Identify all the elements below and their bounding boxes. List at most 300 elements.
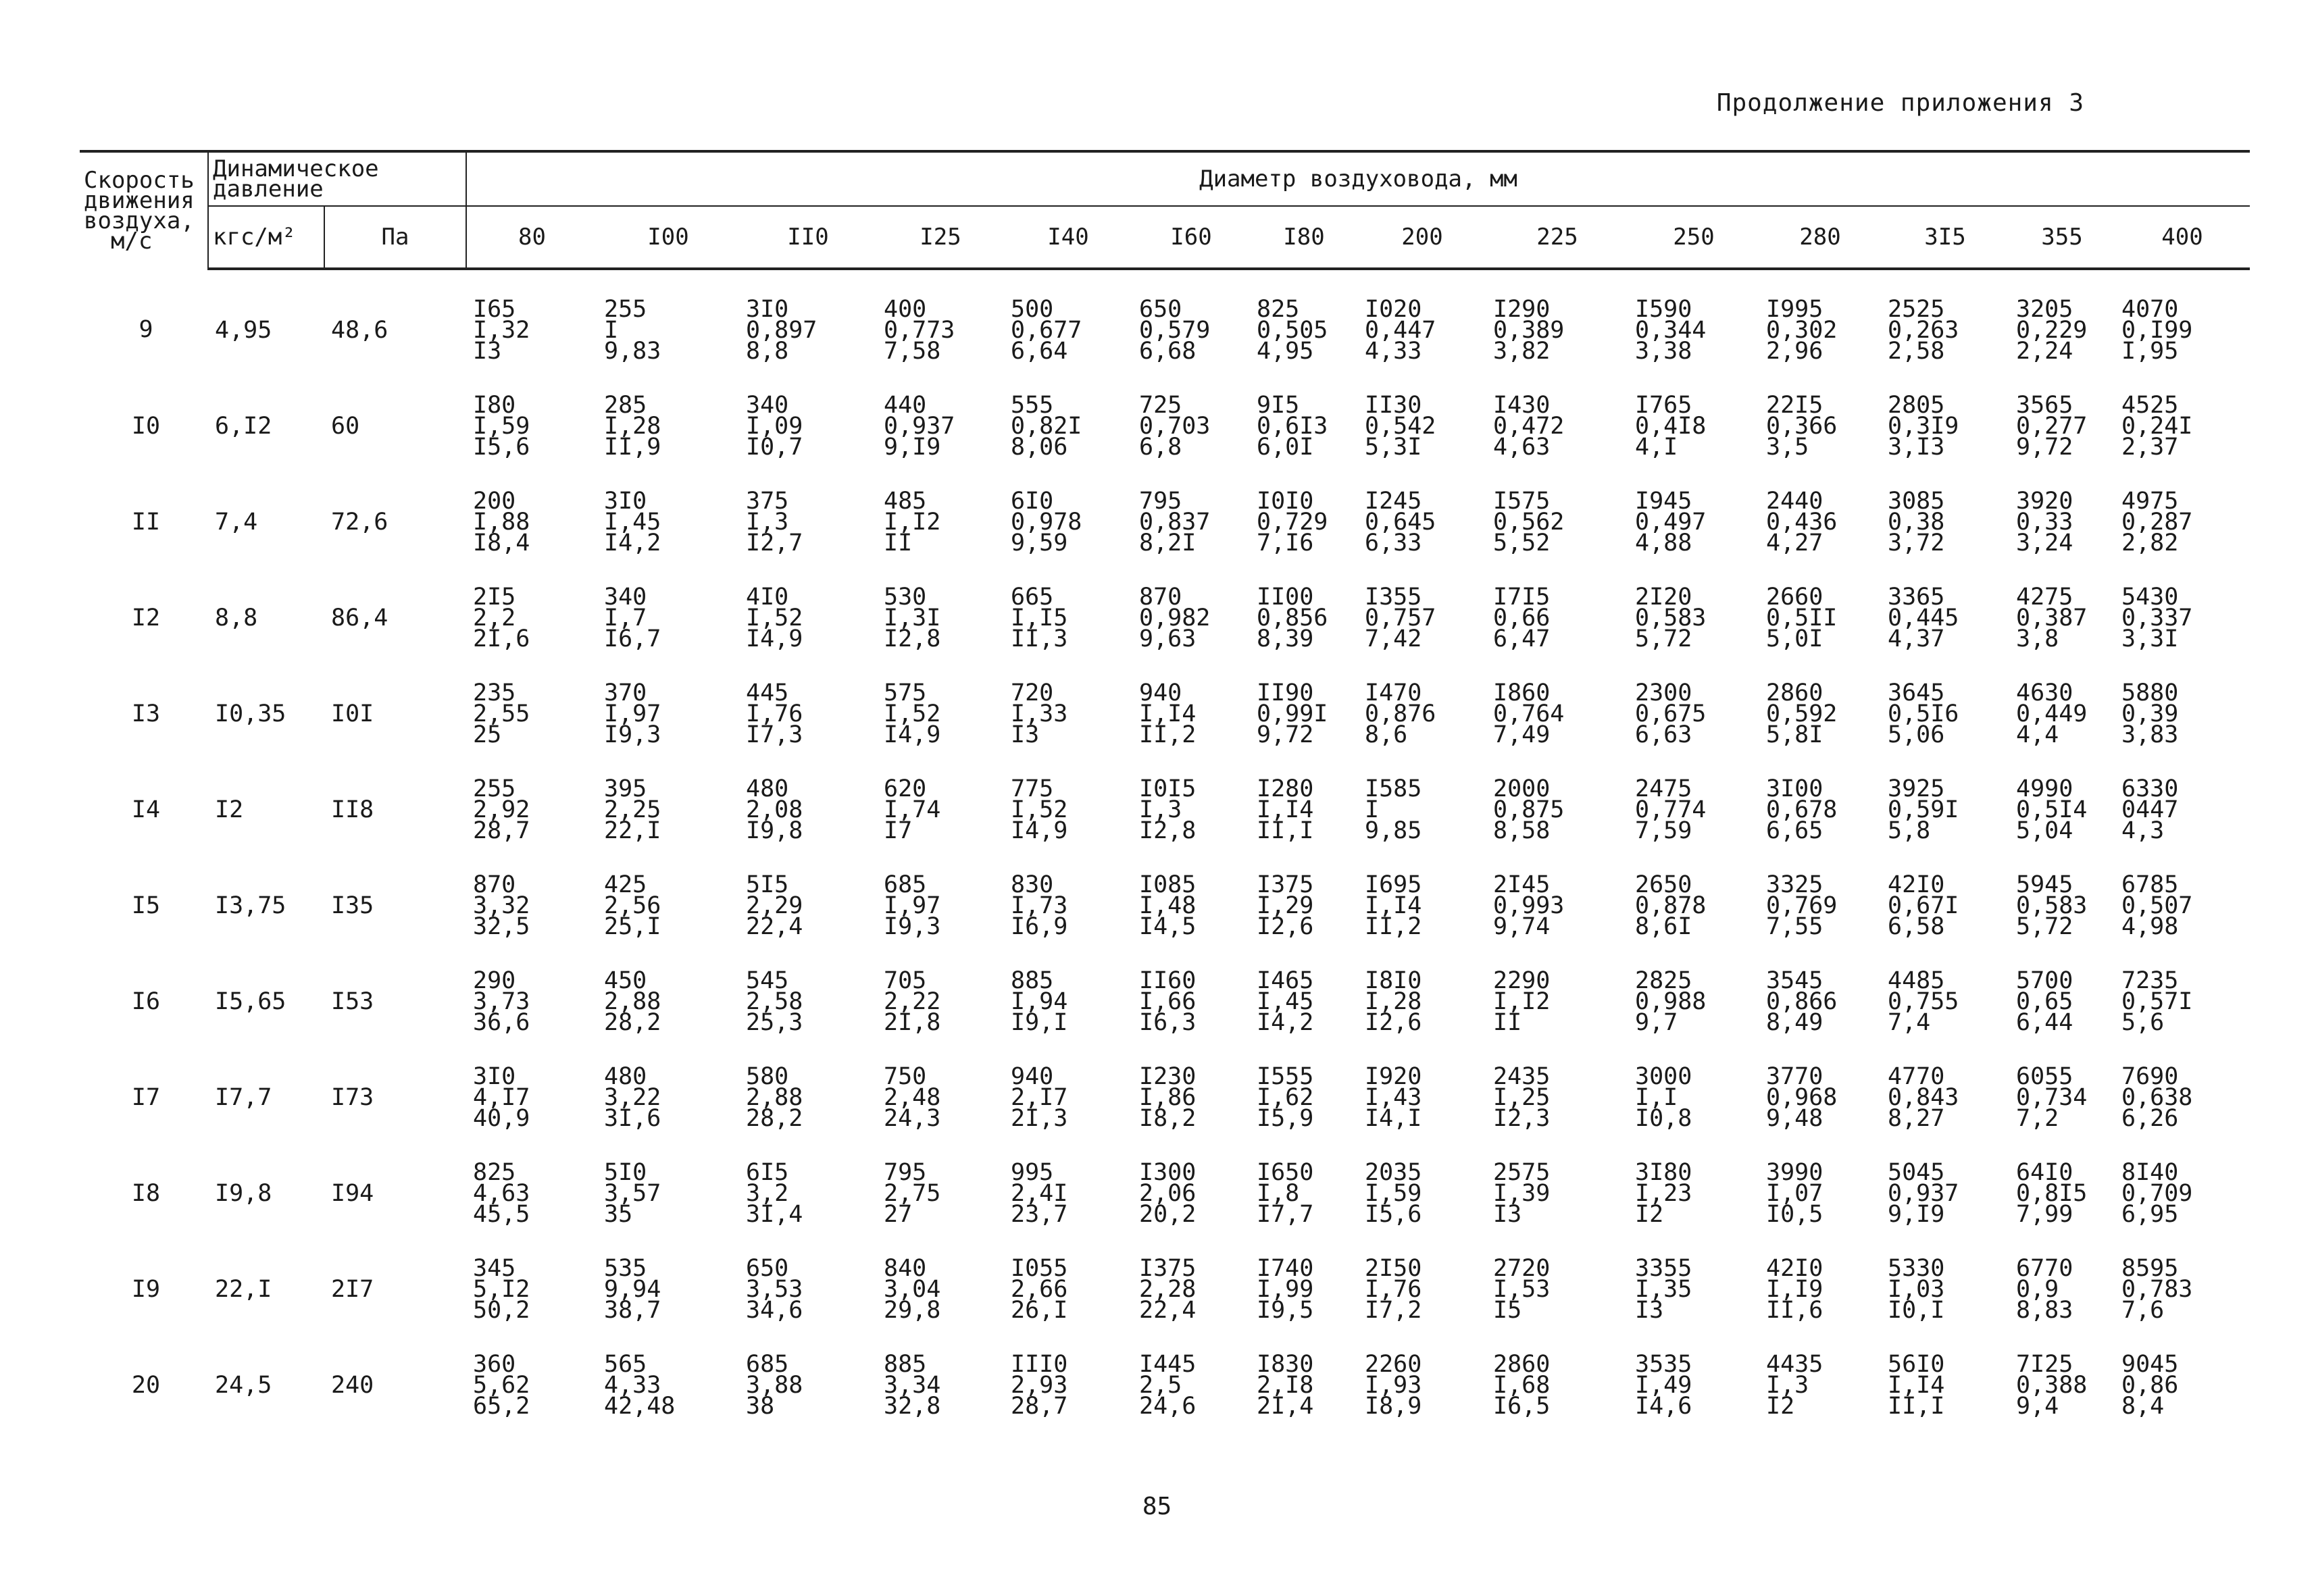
table-row bbox=[80, 269, 2250, 378]
duct-value-line: I,23 bbox=[1635, 1179, 1692, 1207]
duct-value-cell bbox=[877, 858, 1004, 954]
duct-value-line: I,3 bbox=[746, 508, 789, 536]
duct-value-line: 8,2I bbox=[1139, 529, 1197, 557]
duct-diameter-header: Диаметр воздуховода, мм bbox=[466, 151, 2250, 206]
duct-value-line: 32,5 bbox=[473, 912, 530, 940]
duct-value-line: I,86 bbox=[1139, 1083, 1197, 1111]
duct-value-line: 480 bbox=[604, 1062, 647, 1090]
duct-value-line: I,59 bbox=[1365, 1179, 1422, 1207]
duct-value-line: I,59 bbox=[473, 412, 530, 440]
duct-value-line: I7,7 bbox=[1257, 1200, 1314, 1228]
velocity-cell: I8 bbox=[131, 1180, 161, 1207]
duct-value-line: 2,55 bbox=[473, 700, 530, 727]
duct-value-line: II90 bbox=[1257, 679, 1314, 706]
duct-value-line: 5045 bbox=[1888, 1158, 1945, 1186]
duct-value-line: 9,85 bbox=[1365, 817, 1422, 844]
duct-value-cell bbox=[466, 1050, 597, 1145]
duct-value-line: 8,6 bbox=[1365, 721, 1408, 748]
duct-value-line: 885 bbox=[884, 1350, 927, 1378]
velocity-cell: 20 bbox=[131, 1372, 161, 1399]
duct-value-line: 0,982 bbox=[1139, 604, 1211, 632]
duct-value-line: I,52 bbox=[1011, 796, 1068, 823]
duct-value-line: I4,9 bbox=[1011, 817, 1068, 844]
duct-value-line: 3,38 bbox=[1635, 337, 1692, 365]
duct-value-line: 340 bbox=[746, 391, 789, 419]
duct-value-line: 8,6I bbox=[1635, 912, 1692, 940]
duct-value-cell bbox=[597, 1050, 739, 1145]
duct-value-cell bbox=[1881, 1145, 2009, 1241]
duct-value-cell bbox=[1358, 762, 1486, 858]
duct-value-line: II,9 bbox=[604, 433, 661, 461]
duct-value-line: I,66 bbox=[1139, 987, 1197, 1015]
duct-value-line: I6,7 bbox=[604, 625, 661, 652]
duct-value-line: 0,39 bbox=[2121, 700, 2179, 727]
duct-value-cell bbox=[1004, 474, 1132, 570]
duct-value-line: I280 bbox=[1257, 775, 1314, 802]
duct-value-cell bbox=[877, 1050, 1004, 1145]
duct-value-line: 6785 bbox=[2121, 871, 2179, 898]
duct-value-cell bbox=[877, 1241, 1004, 1337]
duct-value-line: I,62 bbox=[1257, 1083, 1314, 1111]
duct-value-line: 940 bbox=[1139, 679, 1182, 706]
page-number: 85 bbox=[1142, 1493, 1172, 1520]
pressure-pa-cell: I0I bbox=[331, 700, 374, 727]
duct-value-line: 725 bbox=[1139, 391, 1182, 419]
duct-value-line: I,49 bbox=[1635, 1371, 1692, 1399]
duct-value-cell bbox=[1628, 1050, 1759, 1145]
duct-value-line: 0,445 bbox=[1888, 604, 1959, 632]
pressure-kgs-cell: 7,4 bbox=[215, 509, 258, 536]
duct-value-line: 3I80 bbox=[1635, 1158, 1692, 1186]
duct-value-line: 2I45 bbox=[1493, 871, 1551, 898]
duct-value-line: 450 bbox=[604, 967, 647, 994]
duct-value-cell bbox=[739, 474, 877, 570]
unit-kgs-header: кгс/м² bbox=[208, 206, 324, 269]
duct-value-cell bbox=[1004, 954, 1132, 1050]
duct-value-line: 9,83 bbox=[604, 337, 661, 365]
duct-value-line: I765 bbox=[1635, 391, 1692, 419]
duct-value-cell bbox=[2009, 570, 2115, 666]
velocity-cell: I9 bbox=[131, 1276, 161, 1303]
duct-value-cell bbox=[466, 666, 597, 762]
duct-value-line: 0,579 bbox=[1139, 316, 1211, 344]
duct-value-line: 3,3I bbox=[2121, 625, 2179, 652]
duct-value-line: 42I0 bbox=[1766, 1254, 1823, 1282]
duct-value-line: 9045 bbox=[2121, 1350, 2179, 1378]
duct-value-line: 7690 bbox=[2121, 1062, 2179, 1090]
duct-value-line: I,43 bbox=[1365, 1083, 1422, 1111]
duct-value-line: 2575 bbox=[1493, 1158, 1551, 1186]
duct-value-line: 480 bbox=[746, 775, 789, 802]
duct-value-line: 56I0 bbox=[1888, 1350, 1945, 1378]
duct-value-cell bbox=[1132, 858, 1250, 954]
duct-value-cell bbox=[739, 954, 877, 1050]
duct-value-line: I9,I bbox=[1011, 1008, 1068, 1036]
duct-value-line: I,I4 bbox=[1257, 796, 1314, 823]
duct-value-line: 2525 bbox=[1888, 295, 1945, 323]
diameter-200: 200 bbox=[1358, 206, 1486, 269]
duct-value-line: 7,59 bbox=[1635, 817, 1692, 844]
duct-value-line: 45,5 bbox=[473, 1200, 530, 1228]
duct-value-line: 2,28 bbox=[1139, 1275, 1197, 1303]
duct-value-line: I,25 bbox=[1493, 1083, 1551, 1111]
duct-value-line: 7,I6 bbox=[1257, 529, 1314, 557]
duct-value-line: 4,98 bbox=[2121, 912, 2179, 940]
duct-value-line: I290 bbox=[1493, 295, 1551, 323]
duct-value-line: 0,755 bbox=[1888, 987, 1959, 1015]
duct-value-line: 7,42 bbox=[1365, 625, 1422, 652]
duct-value-line: 22,I bbox=[604, 817, 661, 844]
table-row bbox=[80, 1337, 2250, 1433]
duct-value-line: 3770 bbox=[1766, 1062, 1823, 1090]
duct-value-line: I0,7 bbox=[746, 433, 803, 461]
duct-value-line: I470 bbox=[1365, 679, 1422, 706]
duct-value-cell bbox=[1004, 1050, 1132, 1145]
duct-value-line: 830 bbox=[1011, 871, 1054, 898]
duct-value-line: 5430 bbox=[2121, 583, 2179, 611]
duct-value-line: I3 bbox=[473, 337, 502, 365]
duct-value-line: 24,3 bbox=[884, 1104, 941, 1132]
duct-value-line: 685 bbox=[746, 1350, 789, 1378]
duct-value-line: 2,58 bbox=[746, 987, 803, 1015]
duct-value-cell bbox=[1486, 474, 1628, 570]
duct-value-line: 0,277 bbox=[2016, 412, 2088, 440]
duct-value-line: 0,677 bbox=[1011, 316, 1082, 344]
pressure-kgs-cell: 8,8 bbox=[215, 604, 258, 632]
duct-value-line: 25,3 bbox=[746, 1008, 803, 1036]
duct-value-line: 0,703 bbox=[1139, 412, 1211, 440]
duct-value-line: 2,2 bbox=[473, 604, 516, 632]
duct-value-line: I bbox=[604, 316, 619, 344]
pressure-pa-cell: 60 bbox=[331, 413, 360, 440]
duct-value-line: I,I2 bbox=[884, 508, 941, 536]
duct-value-cell bbox=[1628, 666, 1759, 762]
duct-value-line: 2,92 bbox=[473, 796, 530, 823]
duct-value-cell bbox=[739, 1145, 877, 1241]
duct-value-line: 0,774 bbox=[1635, 796, 1707, 823]
duct-value-cell bbox=[466, 1337, 597, 1433]
duct-value-line: 0,638 bbox=[2121, 1083, 2193, 1111]
duct-value-line: I,09 bbox=[746, 412, 803, 440]
duct-value-line: 0,968 bbox=[1766, 1083, 1838, 1111]
duct-value-line: 22I5 bbox=[1766, 391, 1823, 419]
duct-value-line: 3545 bbox=[1766, 967, 1823, 994]
duct-value-line: 6,33 bbox=[1365, 529, 1422, 557]
duct-value-line: I,I bbox=[1635, 1083, 1678, 1111]
duct-value-cell bbox=[1759, 858, 1881, 954]
duct-value-line: 370 bbox=[604, 679, 647, 706]
duct-value-line: 0,5I4 bbox=[2016, 796, 2088, 823]
duct-value-line: I300 bbox=[1139, 1158, 1197, 1186]
duct-value-line: 38 bbox=[746, 1392, 775, 1420]
pressure-kgs-cell: 22,I bbox=[215, 1276, 272, 1303]
duct-value-line: 2,48 bbox=[884, 1083, 941, 1111]
duct-value-line: 545 bbox=[746, 967, 789, 994]
duct-value-cell bbox=[2009, 1241, 2115, 1337]
duct-value-line: I2,8 bbox=[1139, 817, 1197, 844]
velocity-cell: I5 bbox=[131, 892, 161, 919]
duct-value-cell bbox=[1759, 1050, 1881, 1145]
duct-value-line: I4,2 bbox=[1257, 1008, 1314, 1036]
duct-value-line: I695 bbox=[1365, 871, 1422, 898]
duct-value-cell bbox=[597, 570, 739, 666]
pressure-kgs-cell: I0,35 bbox=[215, 700, 286, 727]
duct-value-line: 4485 bbox=[1888, 967, 1945, 994]
duct-value-line: 3,72 bbox=[1888, 529, 1945, 557]
duct-value-cell bbox=[2115, 666, 2250, 762]
duct-value-line: 290 bbox=[473, 967, 516, 994]
duct-value-line: 2,96 bbox=[1766, 337, 1823, 365]
duct-value-cell bbox=[1759, 1145, 1881, 1241]
duct-value-line: I bbox=[1365, 796, 1380, 823]
duct-value-cell bbox=[1486, 1050, 1628, 1145]
duct-value-line: 25,I bbox=[604, 912, 661, 940]
duct-value-cell bbox=[2115, 762, 2250, 858]
duct-value-cell bbox=[1358, 378, 1486, 474]
table-row bbox=[80, 1145, 2250, 1241]
duct-value-line: 6,63 bbox=[1635, 721, 1692, 748]
duct-value-line: 2,4I bbox=[1011, 1179, 1068, 1207]
pressure-kgs-cell: I7,7 bbox=[215, 1084, 272, 1111]
duct-value-line: 0,866 bbox=[1766, 987, 1838, 1015]
duct-value-cell bbox=[2009, 954, 2115, 1050]
duct-value-line: 0,876 bbox=[1365, 700, 1436, 727]
duct-value-line: 50,2 bbox=[473, 1296, 530, 1324]
duct-value-line: 7I25 bbox=[2016, 1350, 2073, 1378]
duct-value-line: 3925 bbox=[1888, 775, 1945, 802]
duct-value-line: 9,74 bbox=[1493, 912, 1551, 940]
duct-value-line: I740 bbox=[1257, 1254, 1314, 1282]
duct-value-line: 0,449 bbox=[2016, 700, 2088, 727]
duct-value-cell bbox=[1004, 666, 1132, 762]
duct-value-line: 775 bbox=[1011, 775, 1054, 802]
duct-value-line: 5,8I bbox=[1766, 721, 1823, 748]
duct-value-line: 500 bbox=[1011, 295, 1054, 323]
duct-value-line: 825 bbox=[473, 1158, 516, 1186]
duct-value-line: 27 bbox=[884, 1200, 913, 1228]
duct-value-line: 565 bbox=[604, 1350, 647, 1378]
duct-value-line: I575 bbox=[1493, 487, 1551, 515]
duct-value-cell bbox=[1881, 858, 2009, 954]
pressure-pa-cell: 48,6 bbox=[331, 317, 388, 344]
duct-value-line: 0,542 bbox=[1365, 412, 1436, 440]
duct-value-line: 29,8 bbox=[884, 1296, 941, 1324]
duct-value-line: 340 bbox=[604, 583, 647, 611]
duct-value-line: 3I0 bbox=[473, 1062, 516, 1090]
duct-value-cell bbox=[597, 474, 739, 570]
continuation-heading: Продолжение приложения 3 bbox=[1716, 89, 2084, 117]
duct-value-line: 8,4 bbox=[2121, 1392, 2165, 1420]
duct-value-cell bbox=[1628, 762, 1759, 858]
pressure-kgs-cell: I9,8 bbox=[215, 1180, 272, 1207]
pressure-pa-cell: 240 bbox=[331, 1372, 374, 1399]
duct-value-line: I5 bbox=[1493, 1296, 1522, 1324]
duct-value-line: I4,6 bbox=[1635, 1392, 1692, 1420]
duct-value-line: I,29 bbox=[1257, 892, 1314, 919]
duct-value-line: 6055 bbox=[2016, 1062, 2073, 1090]
duct-value-line: I,07 bbox=[1766, 1179, 1823, 1207]
duct-value-line: 705 bbox=[884, 967, 927, 994]
table-row bbox=[80, 1050, 2250, 1145]
duct-value-cell bbox=[1881, 666, 2009, 762]
duct-value-line: 0,675 bbox=[1635, 700, 1707, 727]
duct-value-cell bbox=[597, 1145, 739, 1241]
duct-value-line: 3I,4 bbox=[746, 1200, 803, 1228]
duct-value-line: 0,773 bbox=[884, 316, 955, 344]
duct-value-line: 3,34 bbox=[884, 1371, 941, 1399]
duct-value-cell bbox=[2009, 1337, 2115, 1433]
duct-value-line: 23,7 bbox=[1011, 1200, 1068, 1228]
duct-value-line: 795 bbox=[884, 1158, 927, 1186]
duct-value-cell bbox=[1759, 378, 1881, 474]
duct-value-cell bbox=[1486, 1241, 1628, 1337]
duct-value-line: 3I00 bbox=[1766, 775, 1823, 802]
duct-value-cell bbox=[1486, 762, 1628, 858]
duct-value-line: I,52 bbox=[884, 700, 941, 727]
duct-value-line: I5,6 bbox=[473, 433, 530, 461]
duct-value-line: 255 bbox=[604, 295, 647, 323]
duct-value-line: 8,49 bbox=[1766, 1008, 1823, 1036]
duct-value-line: 35 bbox=[604, 1200, 633, 1228]
duct-value-line: I,76 bbox=[1365, 1275, 1422, 1303]
duct-value-line: 795 bbox=[1139, 487, 1182, 515]
duct-value-line: I830 bbox=[1257, 1350, 1314, 1378]
duct-value-line: 0,875 bbox=[1493, 796, 1565, 823]
duct-value-line: I0,8 bbox=[1635, 1104, 1692, 1132]
duct-value-cell bbox=[1759, 954, 1881, 1050]
duct-value-line: 2860 bbox=[1766, 679, 1823, 706]
pressure-kgs-cell: 24,5 bbox=[215, 1372, 272, 1399]
duct-value-cell bbox=[1132, 954, 1250, 1050]
duct-value-line: 620 bbox=[884, 775, 927, 802]
duct-value-line: 36,6 bbox=[473, 1008, 530, 1036]
duct-value-line: 4,I bbox=[1635, 433, 1678, 461]
duct-value-line: III0 bbox=[1011, 1350, 1068, 1378]
duct-value-line: I8,4 bbox=[473, 529, 530, 557]
duct-value-line: 0,769 bbox=[1766, 892, 1838, 919]
velocity-cell: I2 bbox=[131, 604, 161, 632]
duct-value-line: 2035 bbox=[1365, 1158, 1422, 1186]
duct-value-line: 0,447 bbox=[1365, 316, 1436, 344]
duct-value-line: 5I0 bbox=[604, 1158, 647, 1186]
pressure-pa-cell: I73 bbox=[331, 1084, 374, 1111]
duct-value-line: 0,988 bbox=[1635, 987, 1707, 1015]
duct-value-cell bbox=[1881, 1337, 2009, 1433]
duct-value-line: 4,27 bbox=[1766, 529, 1823, 557]
duct-value-line: I920 bbox=[1365, 1062, 1422, 1090]
duct-value-line: I,3 bbox=[1766, 1371, 1809, 1399]
duct-value-line: 0,583 bbox=[1635, 604, 1707, 632]
duct-value-line: 28,2 bbox=[604, 1008, 661, 1036]
duct-value-cell bbox=[1628, 1337, 1759, 1433]
duct-value-line: 6I5 bbox=[746, 1158, 789, 1186]
table-row bbox=[80, 378, 2250, 474]
duct-value-line: 7,55 bbox=[1766, 912, 1823, 940]
duct-value-line: 38,7 bbox=[604, 1296, 661, 1324]
duct-value-line: 5,52 bbox=[1493, 529, 1551, 557]
duct-value-line: 5,72 bbox=[2016, 912, 2073, 940]
duct-value-line: 2I50 bbox=[1365, 1254, 1422, 1282]
duct-value-line: I8I0 bbox=[1365, 967, 1422, 994]
duct-value-cell bbox=[1628, 570, 1759, 666]
duct-value-cell bbox=[1004, 1337, 1132, 1433]
duct-value-cell bbox=[2009, 474, 2115, 570]
duct-value-cell bbox=[1358, 858, 1486, 954]
duct-value-line: 0,436 bbox=[1766, 508, 1838, 536]
pressure-pa-cell: 72,6 bbox=[331, 509, 388, 536]
duct-value-line: 5,8 bbox=[1888, 817, 1931, 844]
duct-value-line: I7,3 bbox=[746, 721, 803, 748]
duct-value-cell bbox=[877, 570, 1004, 666]
duct-value-cell bbox=[1132, 666, 1250, 762]
duct-value-line: 685 bbox=[884, 871, 927, 898]
duct-value-line: 3,22 bbox=[604, 1083, 661, 1111]
duct-value-line: 0,388 bbox=[2016, 1371, 2088, 1399]
duct-value-cell bbox=[1358, 666, 1486, 762]
duct-value-cell bbox=[1004, 1145, 1132, 1241]
duct-value-line: I,7 bbox=[604, 604, 647, 632]
duct-value-cell bbox=[1358, 1050, 1486, 1145]
duct-value-line: 940 bbox=[1011, 1062, 1054, 1090]
duct-value-line: 2000 bbox=[1493, 775, 1551, 802]
duct-value-line: 2,88 bbox=[746, 1083, 803, 1111]
pressure-kgs-cell: I3,75 bbox=[215, 892, 286, 919]
duct-value-line: 0,5I6 bbox=[1888, 700, 1959, 727]
duct-value-line: 0,5II bbox=[1766, 604, 1838, 632]
duct-value-line: I3 bbox=[1011, 721, 1040, 748]
duct-value-line: 6,65 bbox=[1766, 817, 1823, 844]
duct-value-cell bbox=[2009, 1145, 2115, 1241]
duct-value-line: 825 bbox=[1257, 295, 1300, 323]
duct-value-line: I,39 bbox=[1493, 1179, 1551, 1207]
duct-value-cell bbox=[2115, 954, 2250, 1050]
duct-value-cell bbox=[1004, 1241, 1132, 1337]
duct-value-line: II,I bbox=[1257, 817, 1314, 844]
duct-value-line: 3355 bbox=[1635, 1254, 1692, 1282]
duct-value-line: 2,I8 bbox=[1257, 1371, 1314, 1399]
duct-value-line: 235 bbox=[473, 679, 516, 706]
duct-value-cell bbox=[1628, 474, 1759, 570]
duct-value-line: I650 bbox=[1257, 1158, 1314, 1186]
duct-value-cell bbox=[1486, 954, 1628, 1050]
duct-value-cell bbox=[1628, 1241, 1759, 1337]
duct-value-line: 0,562 bbox=[1493, 508, 1565, 536]
duct-value-line: 870 bbox=[1139, 583, 1182, 611]
duct-value-cell bbox=[2009, 269, 2115, 378]
duct-value-line: 0,843 bbox=[1888, 1083, 1959, 1111]
duct-value-line: I2,6 bbox=[1257, 912, 1314, 940]
duct-value-line: 0,65 bbox=[2016, 987, 2073, 1015]
duct-value-cell bbox=[1486, 269, 1628, 378]
duct-value-line: 4,4 bbox=[2016, 721, 2059, 748]
duct-value-cell bbox=[1004, 858, 1132, 954]
duct-value-line: I,28 bbox=[1365, 987, 1422, 1015]
duct-value-line: 0,878 bbox=[1635, 892, 1707, 919]
duct-value-line: 4I0 bbox=[746, 583, 789, 611]
duct-value-cell bbox=[597, 858, 739, 954]
duct-value-line: 2,37 bbox=[2121, 433, 2179, 461]
duct-value-cell bbox=[597, 378, 739, 474]
duct-value-line: 4975 bbox=[2121, 487, 2179, 515]
duct-value-line: I,53 bbox=[1493, 1275, 1551, 1303]
duct-value-cell bbox=[877, 666, 1004, 762]
duct-value-line: I,8 bbox=[1257, 1179, 1300, 1207]
pressure-pa-cell: II8 bbox=[331, 796, 374, 823]
diameter-180: I80 bbox=[1250, 206, 1358, 269]
duct-value-cell bbox=[466, 570, 597, 666]
duct-value-line: 6,44 bbox=[2016, 1008, 2073, 1036]
duct-value-cell bbox=[1628, 858, 1759, 954]
